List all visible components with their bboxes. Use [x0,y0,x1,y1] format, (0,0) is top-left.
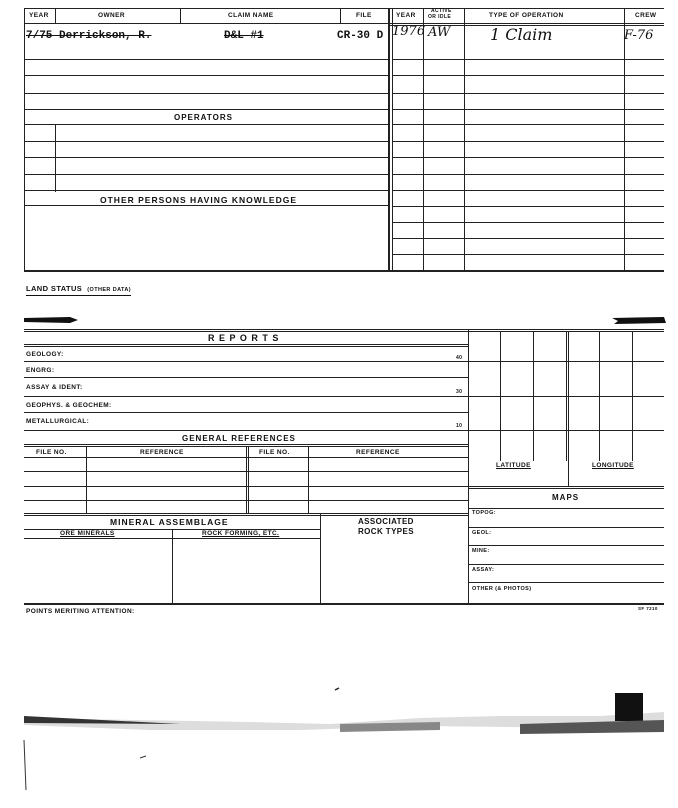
general-references-title: GENERAL REFERENCES [182,434,296,443]
report-row-assay: ASSAY & IDENT: [26,384,83,391]
header-claim-name: CLAIM NAME [228,12,274,19]
other-persons-label: OTHER PERSONS HAVING KNOWLEDGE [100,195,298,205]
rock-forming-label: ROCK FORMING, ETC. [202,530,280,537]
map-row-mine: MINE: [472,548,490,554]
reports-title: R E P O R T S [208,333,280,343]
land-status-sublabel: (OTHER DATA) [87,287,131,293]
operators-label: OPERATORS [174,113,233,122]
entry-crew: F-76 [624,28,654,43]
col-file-no-1: FILE NO. [36,449,67,456]
associated-label: ASSOCIATED [358,517,414,526]
scale-mark-30: 30 [456,389,463,395]
header-year-2: YEAR [396,12,416,19]
header-crew: CREW [635,12,657,19]
map-row-geol: GEOL: [472,530,492,536]
col-file-no-2: FILE NO. [259,449,290,456]
entry-year-owner: 7/75 Derrickson, R. [26,30,152,42]
mineral-assemblage-title: MINERAL ASSEMBLAGE [110,517,229,527]
col-reference-1: REFERENCE [140,449,184,456]
latitude-label: LATITUDE [496,462,531,469]
ore-minerals-label: ORE MINERALS [60,530,115,537]
longitude-label: LONGITUDE [592,462,634,469]
header-active-or-idle-1: ACTIVE [431,8,452,14]
header-file: FILE [356,12,372,19]
rock-types-label: ROCK TYPES [358,527,415,536]
header-year: YEAR [29,12,49,19]
header-owner: OWNER [98,12,125,19]
entry-year-2: 1976 [392,24,426,39]
land-status-heading [26,276,131,296]
map-row-other: OTHER (& PHOTOS) [472,586,532,592]
header-active-or-idle-2: OR IDLE [428,14,452,20]
points-meriting-attention-label: POINTS MERITING ATTENTION: [26,608,135,615]
form-number: SF 7210 [638,606,658,611]
land-status-label: LAND STATUS [26,284,83,293]
report-row-geophys: GEOPHYS. & GEOCHEM: [26,402,112,409]
entry-type-of-operation: 1 Claim [490,25,553,44]
col-reference-2: REFERENCE [356,449,400,456]
entry-active-or-idle: AW [428,25,451,40]
map-row-topog: TOPOG: [472,510,496,516]
maps-title: MAPS [552,493,580,502]
map-row-assay: ASSAY: [472,567,495,573]
scale-mark-40: 40 [456,355,463,361]
entry-file: CR-30 D [337,30,384,42]
report-row-geology: GEOLOGY: [26,351,64,358]
header-type-of-operation: TYPE OF OPERATION [489,12,564,19]
scale-mark-10: 10 [456,423,463,429]
entry-claim-name: D&L #1 [224,30,264,42]
report-row-metallurgical: METALLURGICAL: [26,418,90,425]
report-row-engrg: ENGRG: [26,367,55,374]
